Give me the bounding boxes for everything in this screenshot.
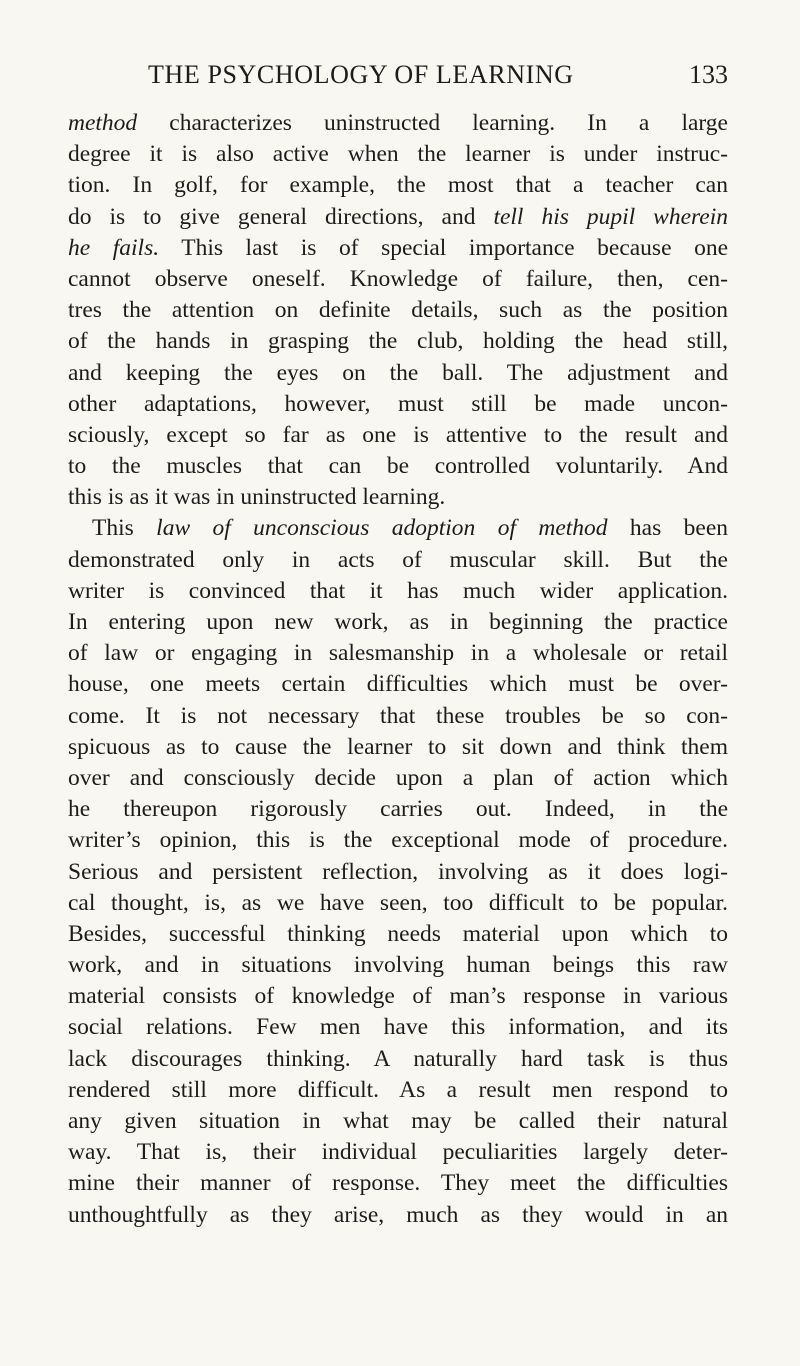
text-segment: has been bbox=[607, 515, 728, 542]
italic-text: he fails. bbox=[68, 234, 160, 261]
text-line bbox=[68, 763, 728, 794]
text-line bbox=[68, 794, 728, 825]
text-line bbox=[68, 108, 728, 139]
text-line bbox=[68, 170, 728, 201]
text-line bbox=[68, 358, 728, 389]
text-segment: lack discourages thinking. A naturally hard task is thus bbox=[68, 1045, 728, 1072]
text-segment: writer is convinced that it has much wider application. bbox=[68, 577, 728, 604]
page-number: 133 bbox=[689, 60, 728, 89]
text-segment: social relations. Few men have this information, and its bbox=[68, 1014, 728, 1041]
text-segment: writer’s opinion, this is the exceptional mode of procedure. bbox=[68, 827, 728, 854]
italic-text: tell his pupil wherein bbox=[493, 203, 728, 230]
text-line bbox=[68, 1106, 728, 1137]
text-line bbox=[68, 888, 728, 919]
text-line bbox=[68, 326, 728, 357]
text-line bbox=[68, 981, 728, 1012]
text-line bbox=[68, 139, 728, 170]
text-line bbox=[68, 669, 728, 700]
text-line bbox=[68, 451, 728, 482]
italic-text: law of unconscious adoption of method bbox=[156, 515, 608, 542]
text-segment: Serious and persistent reflection, involving as it does logi- bbox=[68, 858, 728, 885]
text-line bbox=[68, 701, 728, 732]
text-segment: rendered still more difficult. As a result men respond to bbox=[68, 1076, 728, 1103]
running-title: THE PSYCHOLOGY OF LEARNING bbox=[148, 60, 574, 89]
text-line bbox=[68, 202, 728, 233]
text-line bbox=[68, 1137, 728, 1168]
text-segment: this is as it was in uninstructed learning. bbox=[68, 484, 446, 511]
text-segment: mine their manner of response. They meet the difficulties bbox=[68, 1170, 728, 1197]
text-line bbox=[68, 825, 728, 856]
text-line bbox=[68, 638, 728, 669]
text-segment: tres the attention on definite details, such as the position bbox=[68, 297, 728, 324]
text-segment: This bbox=[92, 515, 157, 542]
text-segment: house, one meets certain difficulties which must be over- bbox=[68, 671, 728, 698]
text-segment: and keeping the eyes on the ball. The adjustment and bbox=[68, 359, 728, 386]
text-segment: characterizes uninstructed learning. In a large bbox=[137, 110, 728, 136]
text-segment: demonstrated only in acts of muscular skill. But the bbox=[68, 546, 728, 573]
text-segment: spicuous as to cause the learner to sit down and think them bbox=[68, 733, 728, 760]
text-segment: This last is of special importance because one bbox=[159, 234, 728, 261]
text-line bbox=[68, 295, 728, 326]
text-segment: degree it is also active when the learner is under instruc- bbox=[68, 141, 728, 168]
text-line bbox=[68, 950, 728, 981]
text-line bbox=[68, 1200, 728, 1231]
text-segment: other adaptations, however, must still be made uncon- bbox=[68, 390, 728, 417]
text-line bbox=[68, 1012, 728, 1043]
text-segment: of the hands in grasping the club, holding the head still, bbox=[68, 328, 728, 355]
text-segment: work, and in situations involving human beings this raw bbox=[68, 952, 728, 979]
text-segment: way. That is, their individual peculiarities largely deter- bbox=[68, 1139, 728, 1166]
body-text bbox=[68, 108, 728, 1231]
text-segment: he thereupon rigorously carries out. Indeed, in the bbox=[68, 796, 728, 823]
text-line bbox=[68, 264, 728, 295]
text-line bbox=[68, 233, 728, 264]
text-segment: any given situation in what may be called their natural bbox=[68, 1108, 728, 1134]
text-segment: to the muscles that can be controlled voluntarily. And bbox=[68, 453, 728, 480]
text-line bbox=[68, 482, 728, 513]
text-segment: come. It is not necessary that these troubles be so con- bbox=[68, 702, 728, 729]
text-line bbox=[68, 576, 728, 607]
text-segment: Besides, successful thinking needs material upon which to bbox=[68, 920, 728, 947]
text-line bbox=[68, 732, 728, 763]
text-segment: tion. In golf, for example, the most that a teacher can bbox=[68, 172, 728, 199]
text-segment: cannot observe oneself. Knowledge of failure, then, cen- bbox=[68, 265, 728, 292]
text-line bbox=[68, 607, 728, 638]
text-line bbox=[68, 513, 728, 544]
text-line bbox=[68, 1044, 728, 1075]
text-line bbox=[68, 919, 728, 950]
text-line bbox=[68, 857, 728, 888]
text-segment: unthoughtfully as they arise, much as they would in an bbox=[68, 1201, 728, 1228]
text-segment: cal thought, is, as we have seen, too difficult to be popular. bbox=[68, 889, 728, 916]
text-segment: over and consciously decide upon a plan of action which bbox=[68, 764, 728, 791]
italic-text: method bbox=[68, 110, 138, 136]
text-line bbox=[68, 545, 728, 576]
text-line bbox=[68, 1075, 728, 1106]
text-segment: do is to give general directions, and bbox=[68, 203, 494, 230]
text-segment: sciously, except so far as one is attentive to the result and bbox=[68, 421, 728, 448]
text-line bbox=[68, 389, 728, 420]
text-line bbox=[68, 420, 728, 451]
text-segment: material consists of knowledge of man’s response in various bbox=[68, 983, 728, 1010]
running-head bbox=[148, 60, 728, 100]
text-segment: of law or engaging in salesmanship in a wholesale or retail bbox=[68, 640, 728, 667]
text-line bbox=[68, 1168, 728, 1199]
text-segment: In entering upon new work, as in beginning the practice bbox=[68, 609, 728, 635]
